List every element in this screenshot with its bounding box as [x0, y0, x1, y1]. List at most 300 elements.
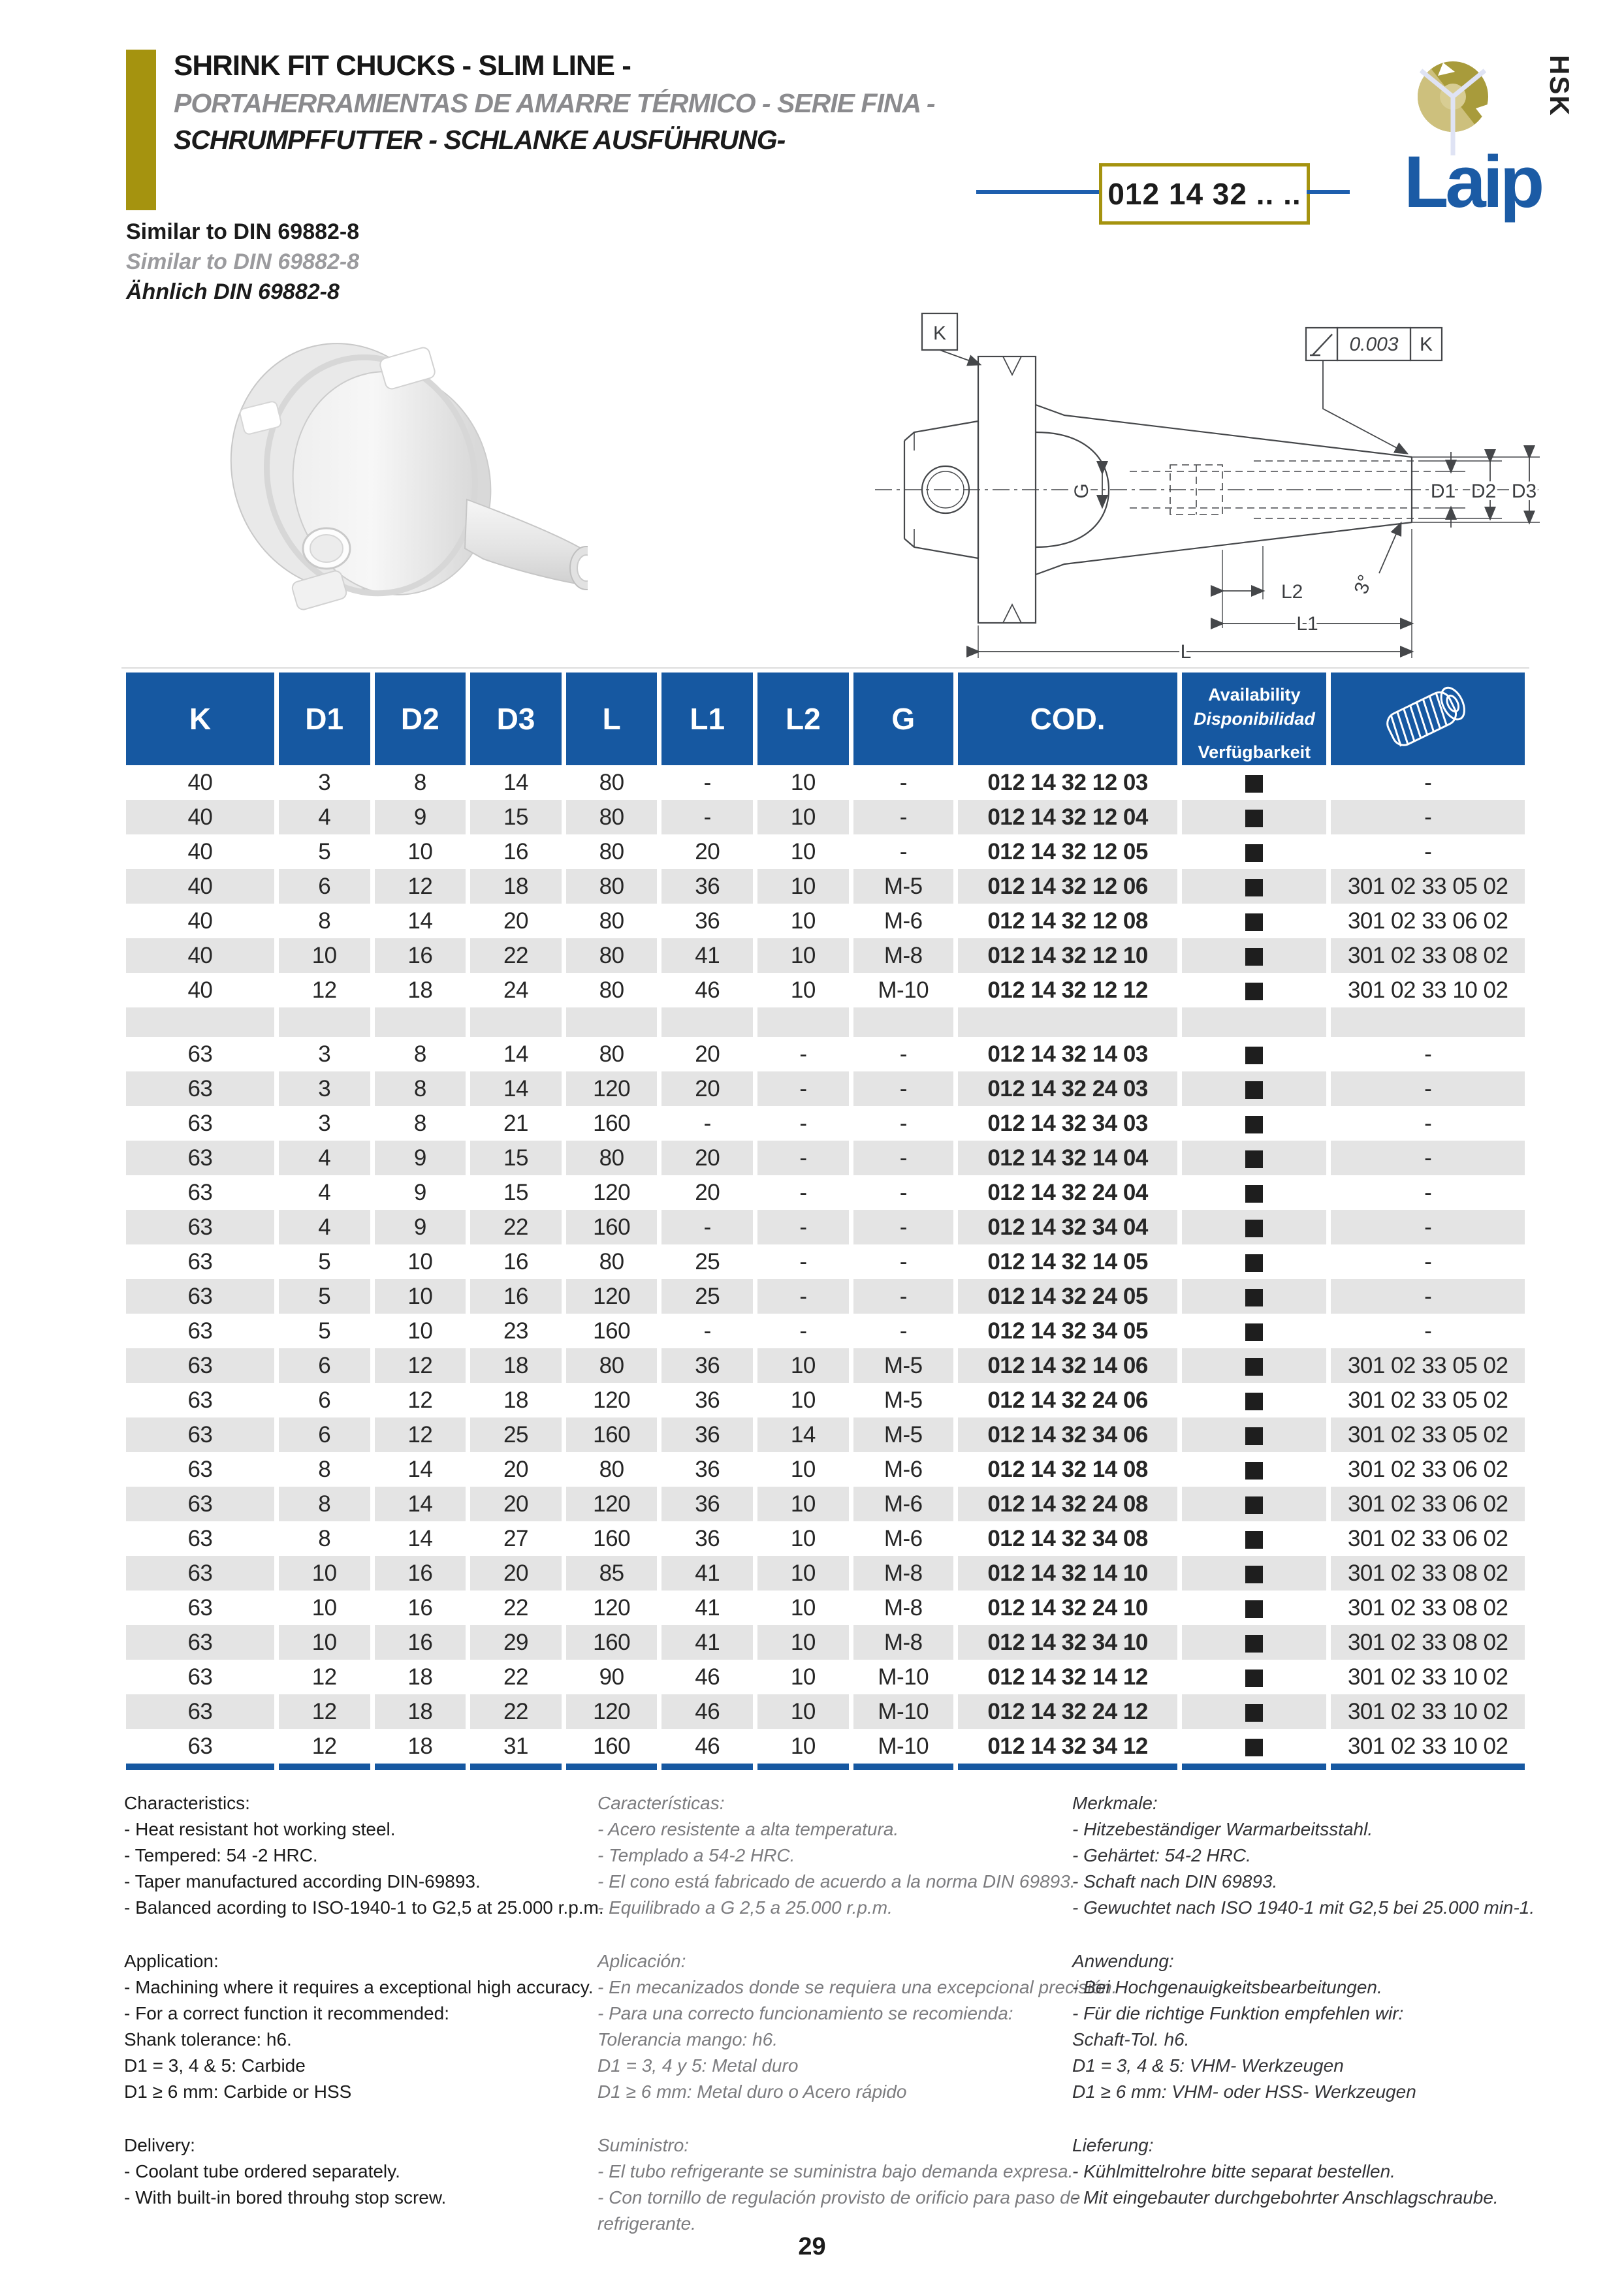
- cell-d2: 18: [375, 1729, 466, 1764]
- cell-d1: 3: [279, 1071, 370, 1106]
- code-connector-line: [1307, 190, 1350, 194]
- l-label: L: [1180, 641, 1192, 659]
- cell-l: 120: [566, 1591, 658, 1625]
- column-header-d1: D1: [279, 673, 370, 765]
- cell-k: 63: [126, 1314, 274, 1348]
- cell-d1: 5: [279, 834, 370, 869]
- cell-l1: 20: [661, 1037, 753, 1071]
- cell-l2: 10: [757, 1452, 849, 1487]
- table-row: [126, 1037, 1525, 1071]
- cell-d3: 20: [470, 1556, 562, 1591]
- cell-d3: 14: [470, 1071, 562, 1106]
- cell-d2: 9: [375, 1175, 466, 1210]
- cell-availability: [1182, 1556, 1326, 1591]
- cell-d3: 25: [470, 1417, 562, 1452]
- cell-g: -: [853, 1279, 953, 1314]
- cell-g: M-10: [853, 1694, 953, 1729]
- cell-d3: 20: [470, 1452, 562, 1487]
- footer-line: - Mit eingebauter durchgebohrter Anschlagschraube.: [1072, 2187, 1499, 2208]
- footer-line: - Schaft nach DIN 69893.: [1072, 1871, 1278, 1891]
- cell-k: 63: [126, 1244, 274, 1279]
- availability-square: [1245, 1566, 1263, 1583]
- cell-d1: 4: [279, 1141, 370, 1175]
- spec-table: [121, 667, 1529, 1770]
- cell-availability: [1182, 1452, 1326, 1487]
- cell-d2: 9: [375, 800, 466, 834]
- cell-availability: [1182, 765, 1326, 800]
- datum-label: K: [932, 323, 947, 344]
- cell-l2: -: [757, 1175, 849, 1210]
- cell-l1: -: [661, 1314, 753, 1348]
- cell-l2: 10: [757, 869, 849, 904]
- footer-block: [597, 1948, 1117, 2105]
- cell-d2: 14: [375, 1521, 466, 1556]
- standard-ref-en: Similar to DIN 69882-8: [126, 219, 360, 244]
- cell-g: -: [853, 1141, 953, 1175]
- cell-g: -: [853, 1175, 953, 1210]
- cell-l2: 10: [757, 1694, 849, 1729]
- cell-tube: -: [1331, 1071, 1525, 1106]
- cell-g: M-5: [853, 1383, 953, 1417]
- column-header-d3: D3: [470, 673, 562, 765]
- cell-d1: 12: [279, 973, 370, 1007]
- product-photo: [196, 326, 588, 640]
- brand-logo: [1404, 56, 1574, 223]
- d2-label: D2: [1471, 481, 1497, 502]
- availability-square: [1245, 1185, 1263, 1203]
- runout-datum: K: [1419, 334, 1433, 355]
- footer-line: Characteristics:: [124, 1793, 250, 1813]
- cell-d1: 6: [279, 1348, 370, 1383]
- cell-tube: -: [1331, 800, 1525, 834]
- table-row: [126, 1071, 1525, 1106]
- footer-line: Schaft-Tol. h6.: [1072, 2029, 1190, 2050]
- footer-line: - For a correct function it recommended:: [124, 2003, 449, 2023]
- footer-line: D1 = 3, 4 & 5: VHM- Werkzeugen: [1072, 2055, 1344, 2076]
- cell-d1: 12: [279, 1660, 370, 1694]
- availability-square: [1245, 1289, 1263, 1306]
- cell-l1: 25: [661, 1244, 753, 1279]
- cell-d3: 21: [470, 1106, 562, 1141]
- cell-l: 80: [566, 1141, 658, 1175]
- footer-line: - Tempered: 54 -2 HRC.: [124, 1845, 318, 1865]
- cell-d2: 10: [375, 1244, 466, 1279]
- cell-cod: 012 14 32 24 03: [958, 1071, 1178, 1106]
- cell-d1: 10: [279, 938, 370, 973]
- availability-square: [1245, 1254, 1263, 1272]
- cell-k: 63: [126, 1037, 274, 1071]
- footer-line: Merkmale:: [1072, 1793, 1158, 1813]
- cell-d2: 14: [375, 904, 466, 938]
- column-header-cod: COD.: [958, 673, 1178, 765]
- cell-tube: 301 02 33 06 02: [1331, 904, 1525, 938]
- cell-d1: 12: [279, 1729, 370, 1764]
- cell-availability: [1182, 869, 1326, 904]
- cell-g: M-6: [853, 904, 953, 938]
- footer-block: [124, 1948, 604, 2105]
- cell-d3: 18: [470, 1383, 562, 1417]
- cell-k: 63: [126, 1521, 274, 1556]
- cell-k: 63: [126, 1625, 274, 1660]
- availability-square: [1245, 1358, 1263, 1376]
- footer-line: - Para una correcto funcionamiento se recomienda:: [597, 2003, 1013, 2023]
- cell-k: 63: [126, 1383, 274, 1417]
- hsk-corner-tag: HSK: [1544, 55, 1575, 117]
- cell-k: 40: [126, 765, 274, 800]
- cell-d2: 12: [375, 1417, 466, 1452]
- cell-l: 120: [566, 1694, 658, 1729]
- cell-l: 160: [566, 1729, 658, 1764]
- table-row: [126, 938, 1525, 973]
- cell-availability: [1182, 834, 1326, 869]
- cell-cod: 012 14 32 12 03: [958, 765, 1178, 800]
- cell-tube: -: [1331, 1314, 1525, 1348]
- table-row: [126, 1348, 1525, 1383]
- cell-g: M-10: [853, 973, 953, 1007]
- footer-line: - Gewuchtet nach ISO 1940-1 mit G2,5 bei 25.000 min-1.: [1072, 1897, 1535, 1918]
- cell-l1: 36: [661, 869, 753, 904]
- table-row: [126, 1729, 1525, 1764]
- page-title: [174, 47, 935, 158]
- footer-line: - With built-in bored throuhg stop screw.: [124, 2187, 447, 2208]
- cell-l: 90: [566, 1660, 658, 1694]
- cell-k: 63: [126, 1556, 274, 1591]
- table-row: [126, 1556, 1525, 1591]
- cell-d3: 15: [470, 1175, 562, 1210]
- cell-cod: 012 14 32 34 03: [958, 1106, 1178, 1141]
- cell-d1: 6: [279, 1417, 370, 1452]
- cell-l2: 14: [757, 1417, 849, 1452]
- cell-l2: 10: [757, 1556, 849, 1591]
- cell-d3: 18: [470, 869, 562, 904]
- table-header: [126, 673, 1525, 765]
- footer-line: D1 ≥ 6 mm: VHM- oder HSS- Werkzeugen: [1072, 2081, 1416, 2102]
- cell-d2: 8: [375, 765, 466, 800]
- availability-square: [1245, 948, 1263, 966]
- cell-d2: 14: [375, 1487, 466, 1521]
- footer-block: [124, 1790, 604, 1921]
- table-row: [126, 1660, 1525, 1694]
- availability-square: [1245, 1150, 1263, 1168]
- availability-square: [1245, 844, 1263, 862]
- cell-d1: 6: [279, 1383, 370, 1417]
- cell-l1: 46: [661, 973, 753, 1007]
- cell-l2: 10: [757, 938, 849, 973]
- cell-tube: 301 02 33 10 02: [1331, 1694, 1525, 1729]
- footer-line: - Equilibrado a G 2,5 a 25.000 r.p.m.: [597, 1897, 893, 1918]
- d1-label: D1: [1430, 481, 1456, 502]
- footer-line: - Con tornillo de regulación provisto de orificio para paso de: [597, 2187, 1081, 2208]
- cell-l2: 10: [757, 1521, 849, 1556]
- cell-tube: 301 02 33 06 02: [1331, 1452, 1525, 1487]
- column-header-k: K: [126, 673, 274, 765]
- cell-k: 40: [126, 800, 274, 834]
- footer-line: - Gehärtet: 54-2 HRC.: [1072, 1845, 1251, 1865]
- column-header-l1: L1: [661, 673, 753, 765]
- cell-g: -: [853, 800, 953, 834]
- column-header-l2: L2: [757, 673, 849, 765]
- cell-l1: 41: [661, 1556, 753, 1591]
- cell-l1: 46: [661, 1729, 753, 1764]
- cell-tube: -: [1331, 1141, 1525, 1175]
- cell-l: 120: [566, 1383, 658, 1417]
- cell-availability: [1182, 1037, 1326, 1071]
- cell-l: 80: [566, 834, 658, 869]
- cell-d2: 10: [375, 1279, 466, 1314]
- footer-line: - El cono está fabricado de acuerdo a la norma DIN 69893.: [597, 1871, 1075, 1891]
- column-header-availability: Availability Disponibilidad Verfügbarkeit: [1182, 673, 1326, 765]
- cell-d2: 10: [375, 834, 466, 869]
- availability-square: [1245, 1393, 1263, 1410]
- cell-l: 80: [566, 904, 658, 938]
- availability-square: [1245, 1635, 1263, 1653]
- cell-l1: 36: [661, 1487, 753, 1521]
- availability-square: [1245, 775, 1263, 793]
- cell-l2: 10: [757, 1729, 849, 1764]
- cell-d2: 18: [375, 1660, 466, 1694]
- cell-g: -: [853, 1314, 953, 1348]
- availability-square: [1245, 1670, 1263, 1687]
- cell-l: 80: [566, 869, 658, 904]
- cell-g: M-6: [853, 1452, 953, 1487]
- availability-square: [1245, 913, 1263, 931]
- cell-d3: 23: [470, 1314, 562, 1348]
- availability-square: [1245, 1600, 1263, 1618]
- cell-l: 120: [566, 1487, 658, 1521]
- cell-k: 63: [126, 1452, 274, 1487]
- cell-d1: 10: [279, 1625, 370, 1660]
- footer-block: [1072, 1948, 1535, 2105]
- cell-l1: -: [661, 1210, 753, 1244]
- cell-d3: 16: [470, 1279, 562, 1314]
- cell-l: 160: [566, 1314, 658, 1348]
- cell-d3: 24: [470, 973, 562, 1007]
- cell-cod: 012 14 32 24 08: [958, 1487, 1178, 1521]
- table-row: [126, 1141, 1525, 1175]
- cell-cod: 012 14 32 24 05: [958, 1279, 1178, 1314]
- availability-square: [1245, 1462, 1263, 1480]
- cell-g: M-5: [853, 1417, 953, 1452]
- cell-k: 40: [126, 938, 274, 973]
- cell-availability: [1182, 1071, 1326, 1106]
- cell-g: M-10: [853, 1660, 953, 1694]
- cell-availability: [1182, 1210, 1326, 1244]
- cell-cod: 012 14 32 24 06: [958, 1383, 1178, 1417]
- cell-l: 160: [566, 1521, 658, 1556]
- cell-tube: 301 02 33 10 02: [1331, 1660, 1525, 1694]
- cell-availability: [1182, 1625, 1326, 1660]
- cell-l2: -: [757, 1210, 849, 1244]
- table-row: [126, 1521, 1525, 1556]
- cell-l1: 20: [661, 1141, 753, 1175]
- cell-d3: 18: [470, 1348, 562, 1383]
- footer-line: Anwendung:: [1072, 1951, 1174, 1971]
- cell-d2: 18: [375, 973, 466, 1007]
- cell-d2: 8: [375, 1071, 466, 1106]
- cell-l1: 20: [661, 1071, 753, 1106]
- cell-availability: [1182, 1521, 1326, 1556]
- cell-availability: [1182, 1694, 1326, 1729]
- cell-l2: 10: [757, 973, 849, 1007]
- cell-tube: 301 02 33 05 02: [1331, 869, 1525, 904]
- footer-line: - Heat resistant hot working steel.: [124, 1819, 396, 1839]
- cell-k: 63: [126, 1729, 274, 1764]
- cell-d2: 9: [375, 1141, 466, 1175]
- footer-line: - Acero resistente a alta temperatura.: [597, 1819, 899, 1839]
- footer-line: - Balanced acording to ISO-1940-1 to G2,5 at 25.000 r.p.m.: [124, 1897, 604, 1918]
- cell-l: 160: [566, 1417, 658, 1452]
- accent-bar: [126, 50, 156, 210]
- cell-l: 80: [566, 765, 658, 800]
- cell-l: 80: [566, 1348, 658, 1383]
- cell-g: -: [853, 1210, 953, 1244]
- cell-d3: 14: [470, 765, 562, 800]
- availability-square: [1245, 1081, 1263, 1099]
- table-row: [126, 1487, 1525, 1521]
- cell-d2: 16: [375, 1591, 466, 1625]
- cell-d2: 8: [375, 1106, 466, 1141]
- availability-square: [1245, 1704, 1263, 1722]
- title-spanish: PORTAHERRAMIENTAS DE AMARRE TÉRMICO - SERIE FINA -: [174, 88, 935, 118]
- cell-cod: 012 14 32 12 08: [958, 904, 1178, 938]
- footer-line: D1 ≥ 6 mm: Carbide or HSS: [124, 2081, 352, 2102]
- cell-d1: 8: [279, 904, 370, 938]
- cell-cod: 012 14 32 34 06: [958, 1417, 1178, 1452]
- availability-square: [1245, 1531, 1263, 1549]
- table-bottom-border: [126, 1764, 1525, 1770]
- cell-l2: 10: [757, 1591, 849, 1625]
- brand-name: Laip: [1404, 141, 1542, 223]
- cell-d3: 20: [470, 904, 562, 938]
- table-row: [126, 973, 1525, 1007]
- cell-l: 80: [566, 1037, 658, 1071]
- table-row: [126, 904, 1525, 938]
- cell-d1: 10: [279, 1591, 370, 1625]
- cell-cod: 012 14 32 14 03: [958, 1037, 1178, 1071]
- cell-l: 120: [566, 1071, 658, 1106]
- footer-line: - Bei Hochgenauigkeitsbearbeitungen.: [1072, 1977, 1382, 1997]
- cell-l1: 25: [661, 1279, 753, 1314]
- cell-l2: 10: [757, 1625, 849, 1660]
- table-row: [126, 800, 1525, 834]
- cell-d3: 16: [470, 1244, 562, 1279]
- cell-availability: [1182, 938, 1326, 973]
- cell-g: -: [853, 1106, 953, 1141]
- cell-d3: 31: [470, 1729, 562, 1764]
- availability-square: [1245, 879, 1263, 896]
- cell-l1: 36: [661, 1417, 753, 1452]
- cell-tube: -: [1331, 1037, 1525, 1071]
- footer-line: - Kühlmittelrohre bitte separat bestellen.: [1072, 2161, 1395, 2181]
- cell-d1: 12: [279, 1694, 370, 1729]
- cell-k: 63: [126, 1210, 274, 1244]
- table-row: [126, 869, 1525, 904]
- cell-availability: [1182, 1417, 1326, 1452]
- cell-cod: 012 14 32 12 04: [958, 800, 1178, 834]
- cell-tube: 301 02 33 10 02: [1331, 1729, 1525, 1764]
- cell-availability: [1182, 973, 1326, 1007]
- cell-d3: 29: [470, 1625, 562, 1660]
- cell-d2: 10: [375, 1314, 466, 1348]
- cell-d1: 4: [279, 1210, 370, 1244]
- table-row: [126, 1314, 1525, 1348]
- cell-d1: 3: [279, 765, 370, 800]
- cell-d3: 22: [470, 938, 562, 973]
- cell-l: 120: [566, 1279, 658, 1314]
- cell-l1: -: [661, 800, 753, 834]
- cell-cod: 012 14 32 12 12: [958, 973, 1178, 1007]
- cell-k: 40: [126, 973, 274, 1007]
- cell-availability: [1182, 1729, 1326, 1764]
- cell-l: 160: [566, 1106, 658, 1141]
- column-header-l: L: [566, 673, 658, 765]
- footer-line: Aplicación:: [597, 1951, 686, 1971]
- cell-d2: 18: [375, 1694, 466, 1729]
- cell-d1: 3: [279, 1037, 370, 1071]
- cell-l1: 20: [661, 834, 753, 869]
- table-row: [126, 1383, 1525, 1417]
- cell-tube: 301 02 33 08 02: [1331, 938, 1525, 973]
- cell-g: -: [853, 1244, 953, 1279]
- cell-d1: 3: [279, 1106, 370, 1141]
- cell-d3: 20: [470, 1487, 562, 1521]
- availability-square: [1245, 1116, 1263, 1133]
- cell-tube: 301 02 33 05 02: [1331, 1417, 1525, 1452]
- table-row: [126, 1694, 1525, 1729]
- cell-k: 63: [126, 1487, 274, 1521]
- cell-g: M-8: [853, 1591, 953, 1625]
- cell-l: 80: [566, 800, 658, 834]
- cell-g: -: [853, 765, 953, 800]
- footer-german: [1072, 1790, 1535, 2238]
- cell-availability: [1182, 1591, 1326, 1625]
- cell-g: M-5: [853, 869, 953, 904]
- cell-l: 160: [566, 1625, 658, 1660]
- cell-d3: 16: [470, 834, 562, 869]
- cell-availability: [1182, 1383, 1326, 1417]
- footer-line: - Taper manufactured according DIN-69893.: [124, 1871, 481, 1891]
- cell-tube: 301 02 33 08 02: [1331, 1591, 1525, 1625]
- table-row: [126, 1279, 1525, 1314]
- cell-l2: -: [757, 1037, 849, 1071]
- cell-d1: 5: [279, 1314, 370, 1348]
- table-row: [126, 1591, 1525, 1625]
- cell-availability: [1182, 1348, 1326, 1383]
- cell-tube: -: [1331, 765, 1525, 800]
- cell-d3: 22: [470, 1694, 562, 1729]
- standard-ref-es: Similar to DIN 69882-8: [126, 249, 360, 274]
- cell-availability: [1182, 1244, 1326, 1279]
- cell-l2: -: [757, 1279, 849, 1314]
- title-english: SHRINK FIT CHUCKS - SLIM LINE -: [174, 50, 631, 82]
- footer-line: Lieferung:: [1072, 2135, 1154, 2155]
- cell-d1: 4: [279, 1175, 370, 1210]
- cell-cod: 012 14 32 14 06: [958, 1348, 1178, 1383]
- cell-l1: -: [661, 1106, 753, 1141]
- cell-g: M-6: [853, 1521, 953, 1556]
- footer-line: Delivery:: [124, 2135, 195, 2155]
- cell-k: 63: [126, 1694, 274, 1729]
- footer-line: Application:: [124, 1951, 219, 1971]
- column-header-coolant-tube: [1331, 673, 1525, 765]
- cell-l1: 41: [661, 938, 753, 973]
- cell-l2: 10: [757, 904, 849, 938]
- footer-line: Shank tolerance: h6.: [124, 2029, 292, 2050]
- d3-label: D3: [1511, 481, 1537, 502]
- cell-l1: 36: [661, 1348, 753, 1383]
- cell-d1: 8: [279, 1452, 370, 1487]
- table-row: [126, 1175, 1525, 1210]
